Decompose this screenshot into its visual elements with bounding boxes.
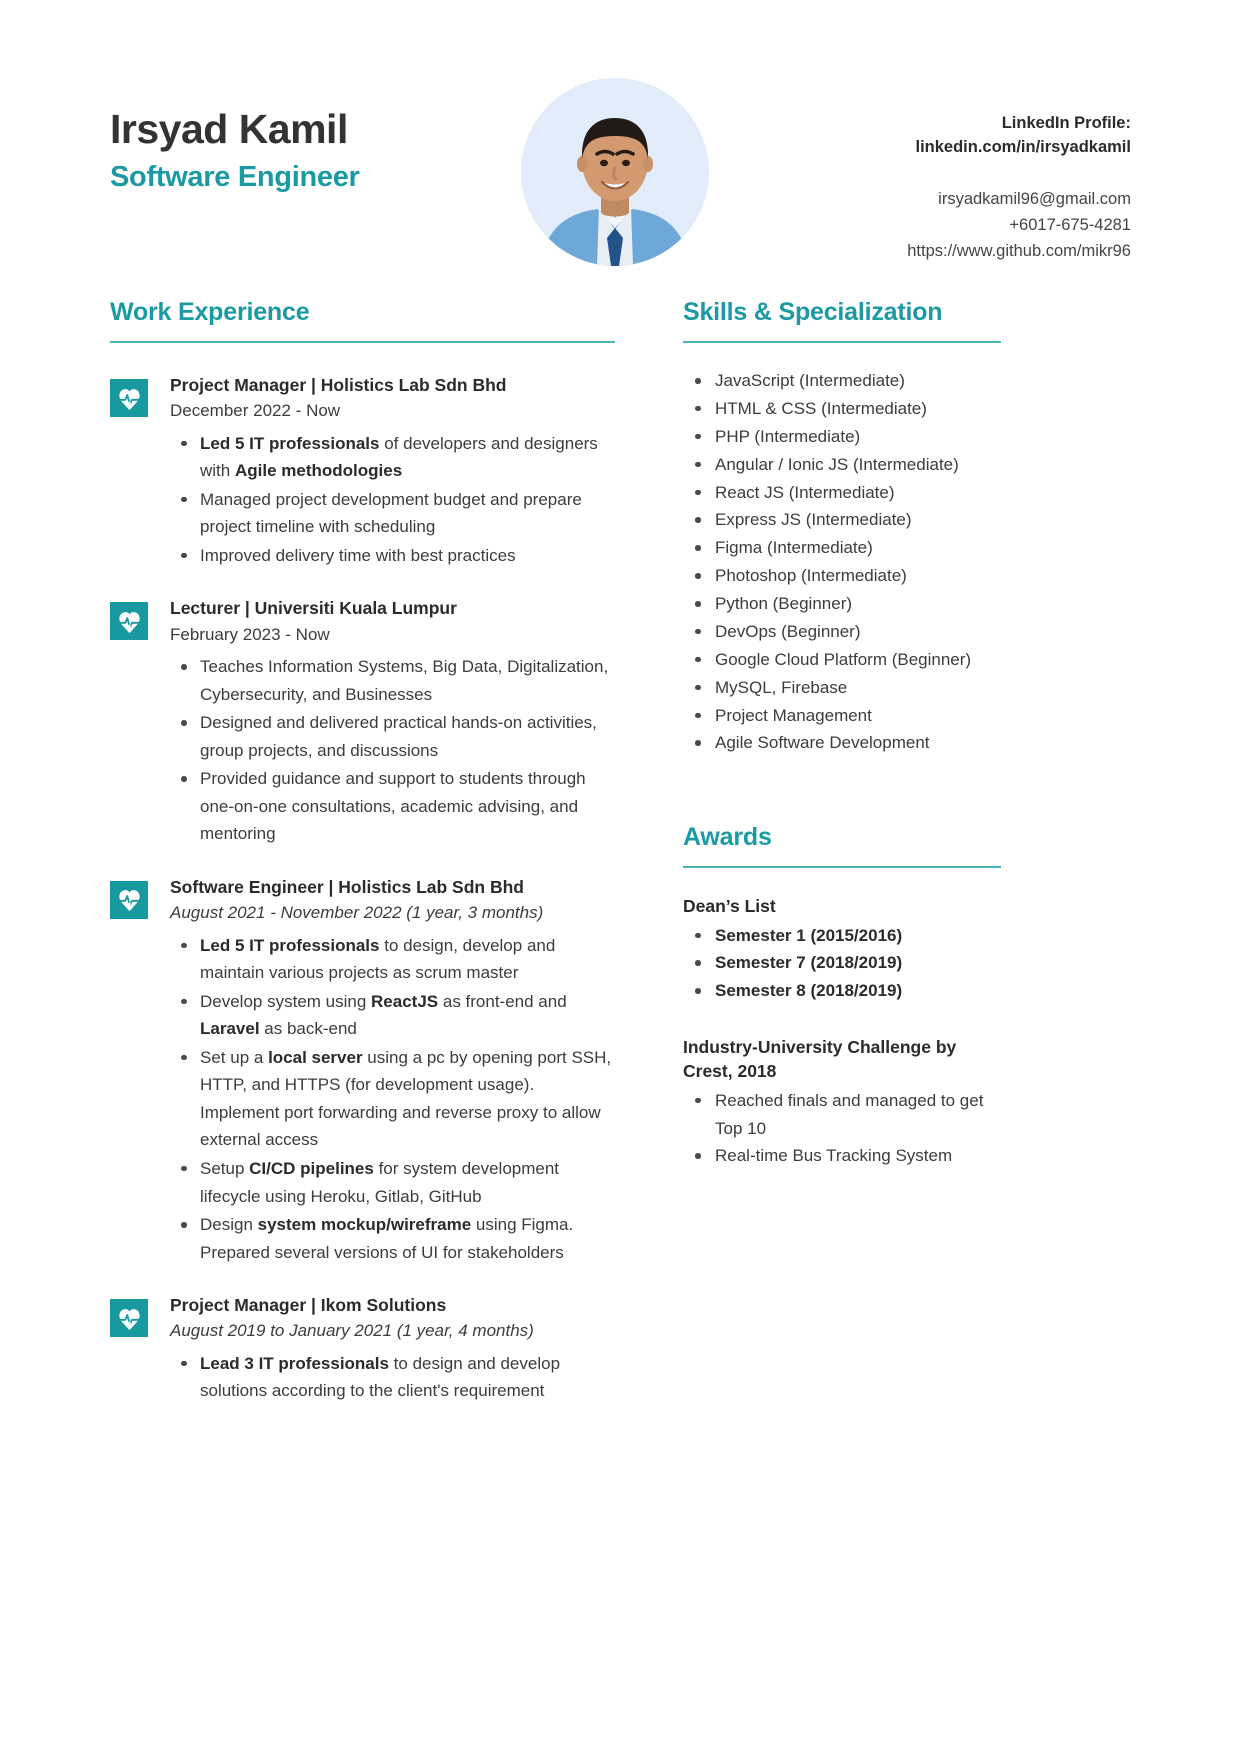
list-item: Provided guidance and support to students through one-on-one consultations, academic advising, and mentoring [170,765,615,848]
work-entry-date: August 2021 - November 2022 (1 year, 3 months) [170,903,544,923]
work-experience-entry [110,596,615,849]
work-entry-body [170,875,615,1267]
work-entry-title: Lecturer | Universiti Kuala Lumpur [170,598,457,619]
list-item: Design system mockup/wireframe using Figma. Prepared several versions of UI for stakeholders [170,1211,615,1266]
skill-item: Agile Software Development [683,729,1001,757]
phone-text[interactable]: +6017-675-4281 [1009,215,1131,234]
skills-title: Skills & Specialization [683,298,943,326]
skill-item: DevOps (Beginner) [683,618,1001,646]
list-item: Led 5 IT professionals of developers and designers with Agile methodologies [170,430,615,485]
skill-item: Python (Beginner) [683,590,1001,618]
skills-list [683,367,1001,757]
section-divider [683,866,1001,868]
work-entry-date: August 2019 to January 2021 (1 year, 4 months) [170,1321,534,1341]
work-entry-date: December 2022 - Now [170,401,341,421]
work-experience-entry [110,1293,615,1406]
linkedin-label: LinkedIn Profile: [1001,114,1131,132]
award-item: Reached finals and managed to get Top 10 [683,1087,1001,1142]
avatar [521,78,709,266]
award-item: Semester 7 (2018/2019) [683,949,1001,977]
contact-block [851,78,1131,264]
award-item: Real-time Bus Tracking System [683,1142,1001,1170]
skill-item: Project Management [683,702,1001,730]
job-role-subtitle: Software Engineer [110,161,360,194]
list-item: Led 5 IT professionals to design, develop and maintain various projects as scrum master [170,932,615,987]
award-group [683,894,1001,1005]
content-columns [110,298,1131,1432]
contact-details [851,186,1131,264]
skill-item: MySQL, Firebase [683,674,1001,702]
skill-item: Google Cloud Platform (Beginner) [683,646,1001,674]
skill-item: JavaScript (Intermediate) [683,367,1001,395]
skill-item: React JS (Intermediate) [683,479,1001,507]
list-item: Setup CI/CD pipelines for system development lifecycle using Heroku, Gitlab, GitHub [170,1155,615,1210]
skill-item: HTML & CSS (Intermediate) [683,395,1001,423]
work-experience-entry [110,373,615,570]
awards-title: Awards [683,823,772,852]
list-item: Improved delivery time with best practices [170,542,615,570]
award-item-list [683,1087,1001,1170]
list-item: Develop system using ReactJS as front-end and Laravel as back-end [170,988,615,1043]
award-item: Semester 8 (2018/2019) [683,977,1001,1005]
work-entry-bullets [170,653,615,848]
work-entry-title: Project Manager | Holistics Lab Sdn Bhd [170,375,507,395]
section-divider [683,341,1001,343]
work-entry-body [170,373,615,570]
work-entry-bullets [170,932,615,1266]
skill-item: Figma (Intermediate) [683,534,1001,562]
left-column [110,298,615,1432]
award-item: Semester 1 (2015/2016) [683,922,1001,950]
skill-item: Angular / Ionic JS (Intermediate) [683,451,1001,479]
heart-pulse-icon [110,379,148,417]
section-divider [110,341,615,343]
awards-list [683,894,1001,1170]
work-experience-list [110,373,615,1406]
work-entry-date: February 2023 - Now [170,624,330,644]
skill-item: Photoshop (Intermediate) [683,562,1001,590]
work-entry-title: Software Engineer | Holistics Lab Sdn Bhd [170,876,524,897]
email-text[interactable]: irsyadkamil96@gmail.com [938,189,1131,208]
list-item: Designed and delivered practical hands-on activities, group projects, and discussions [170,709,615,764]
award-group-heading: Dean’s List [683,896,776,917]
list-item: Lead 3 IT professionals to design and develop solutions according to the client's requirement [170,1350,615,1405]
heart-pulse-icon [110,881,148,919]
profile-photo-icon [521,78,709,266]
work-entry-title: Project Manager | Ikom Solutions [170,1295,447,1316]
award-group [683,1035,1001,1170]
work-entry-bullets [170,430,615,570]
skill-item: PHP (Intermediate) [683,423,1001,451]
right-column [683,298,1001,1432]
resume-header [110,0,1131,260]
skill-item: Express JS (Intermediate) [683,506,1001,534]
award-item-list [683,922,1001,1005]
linkedin-url[interactable]: linkedin.com/in/irsyadkamil [915,137,1131,156]
list-item: Managed project development budget and prepare project timeline with scheduling [170,486,615,541]
work-experience-entry [110,875,615,1267]
heart-pulse-icon [110,1299,148,1337]
work-experience-title: Work Experience [110,298,310,326]
work-entry-body [170,1293,615,1406]
github-url[interactable]: https://www.github.com/mikr96 [907,241,1131,260]
page-title: Irsyad Kamil [110,106,348,152]
list-item: Teaches Information Systems, Big Data, Digitalization, Cybersecurity, and Businesses [170,653,615,708]
list-item: Set up a local server using a pc by opening port SSH, HTTP, and HTTPS (for development usage). Implement port forwarding and reverse proxy to allow external access [170,1044,615,1154]
work-entry-bullets [170,1350,615,1405]
award-group-heading: Industry-University Challenge by Crest, 2018 [683,1036,957,1082]
awards-block [683,823,1001,1170]
heart-pulse-icon [110,602,148,640]
work-entry-body [170,596,615,849]
identity-block [110,78,360,194]
